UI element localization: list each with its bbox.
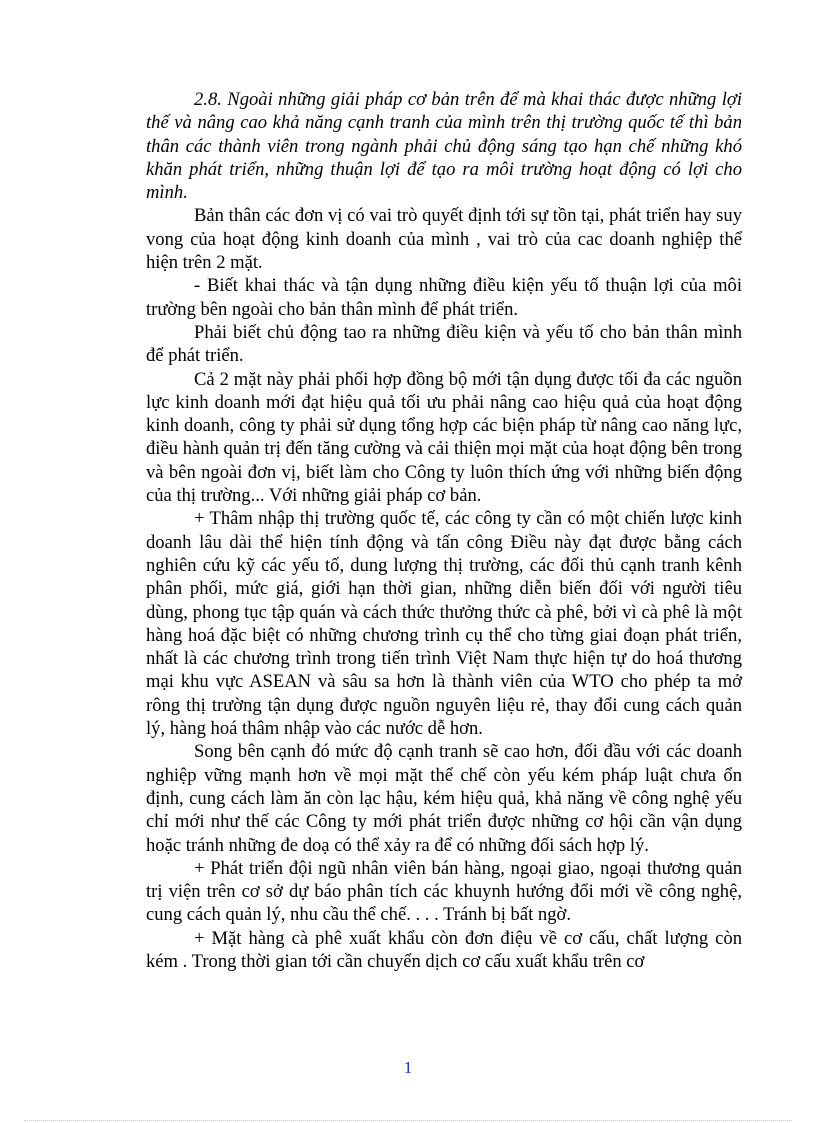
page-number: 1 <box>403 1058 413 1077</box>
paragraph: Song bên cạnh đó mức độ cạnh tranh sẽ cao hơn, đối đầu với các doanh nghiệp vững mạnh hơn về mọi mặt thể chế còn yếu kém pháp luật chưa ổn định, cung cách làm ăn còn lạc hậu, kém hiệu quả, khả năng về công nghệ yếu chỉ mới như thế các Công ty mới phát triển được những cơ hội cần vận dụng hoặc tránh những đe doạ có thể xảy ra để có những đối sách hợp lý. <box>146 741 742 856</box>
paragraph: Cả 2 mặt này phải phối hợp đồng bộ mới tận dụng được tối đa các nguồn lực kinh doanh mới đạt hiệu quả tối ưu phải nâng cao hiệu quả của hoạt động kinh doanh, công ty phải sử dụng tổng hợp các biện pháp từ nâng cao năng lực, điều hành quản trị đến tăng cường và cải thiện mọi mặt của hoạt động bên trong và bên ngoài đơn vị, biết làm cho Công ty luôn thích ứng với những biến động của thị trường... Với những giải pháp cơ bản. <box>146 368 742 507</box>
paragraph: - Biết khai thác và tận dụng những điều kiện yếu tố thuận lợi của môi trường bên ngoài cho bản thân mình để phát triển. <box>146 275 742 320</box>
paragraph: Phải biết chủ động tao ra những điều kiện và yếu tố cho bản thân mình để phát triển. <box>146 321 742 367</box>
paragraph: + Thâm nhập thị trường quốc tế, các công ty cần có một chiến lược kinh doanh lâu dài thể hiện tính động và tấn công Điều này đạt được bằng cách nghiên cứu kỹ các yếu tố, dung lượng thị trường, các đối thủ cạnh tranh kênh phân phối, mức giá, giới hạn thời gian, những diễn biến đối với người tiêu dùng, phong tục tập quán và cách thức thưởng thức cà phê, bởi vì cà phê là một hàng hoá đặc biệt có những chương trình cụ thể cho từng giai đoạn phát triển, nhất là các chương trình trong tiến trình Việt Nam thực hiện tự do hoá thương mại khu vực ASEAN và sâu sa hơn là thành viên của WTO cho phép ta mở rông thị trường tận dụng được nguồn nguyên liệu rẻ, thay đổi cung cách quản lý, hàng hoá thâm nhập vào các nước dễ hơn. <box>146 508 742 740</box>
paragraph: + Mặt hàng cà phê xuất khẩu còn đơn điệu về cơ cấu, chất lượng còn kém . Trong thời gian tới cần chuyển dịch cơ cấu xuất khẩu trên cơ <box>146 927 742 972</box>
paragraph: + Phát triển đội ngũ nhân viên bán hàng, ngoại giao, ngoại thương quản trị viện trên cơ sở dự báo phân tích các khuynh hướng đổi mới về công nghệ, cung cách quản lý, nhu cầu thể chế. . . . Tránh bị bất ngờ. <box>146 857 742 926</box>
document-body <box>146 88 742 973</box>
paragraph-heading-2-8: 2.8. Ngoài những giải pháp cơ bản trên để mà khai thác được những lợi thế và nâng cao khả năng cạnh tranh của mình trên thị trường quốc tế thì bản thân các thành viên trong ngành phải chủ động sáng tạo hạn chế những khó khăn phát triển, những thuận lợi để tạo ra môi trường hoạt động có lợi cho mình. <box>146 89 742 204</box>
page-bottom-divider <box>24 1120 792 1121</box>
paragraph: Bản thân các đơn vị có vai trò quyết định tới sự tồn tại, phát triển hay suy vong của hoạt động kinh doanh của mình , vai trò của cac doanh nghiệp thể hiện trên 2 mặt. <box>146 205 742 274</box>
